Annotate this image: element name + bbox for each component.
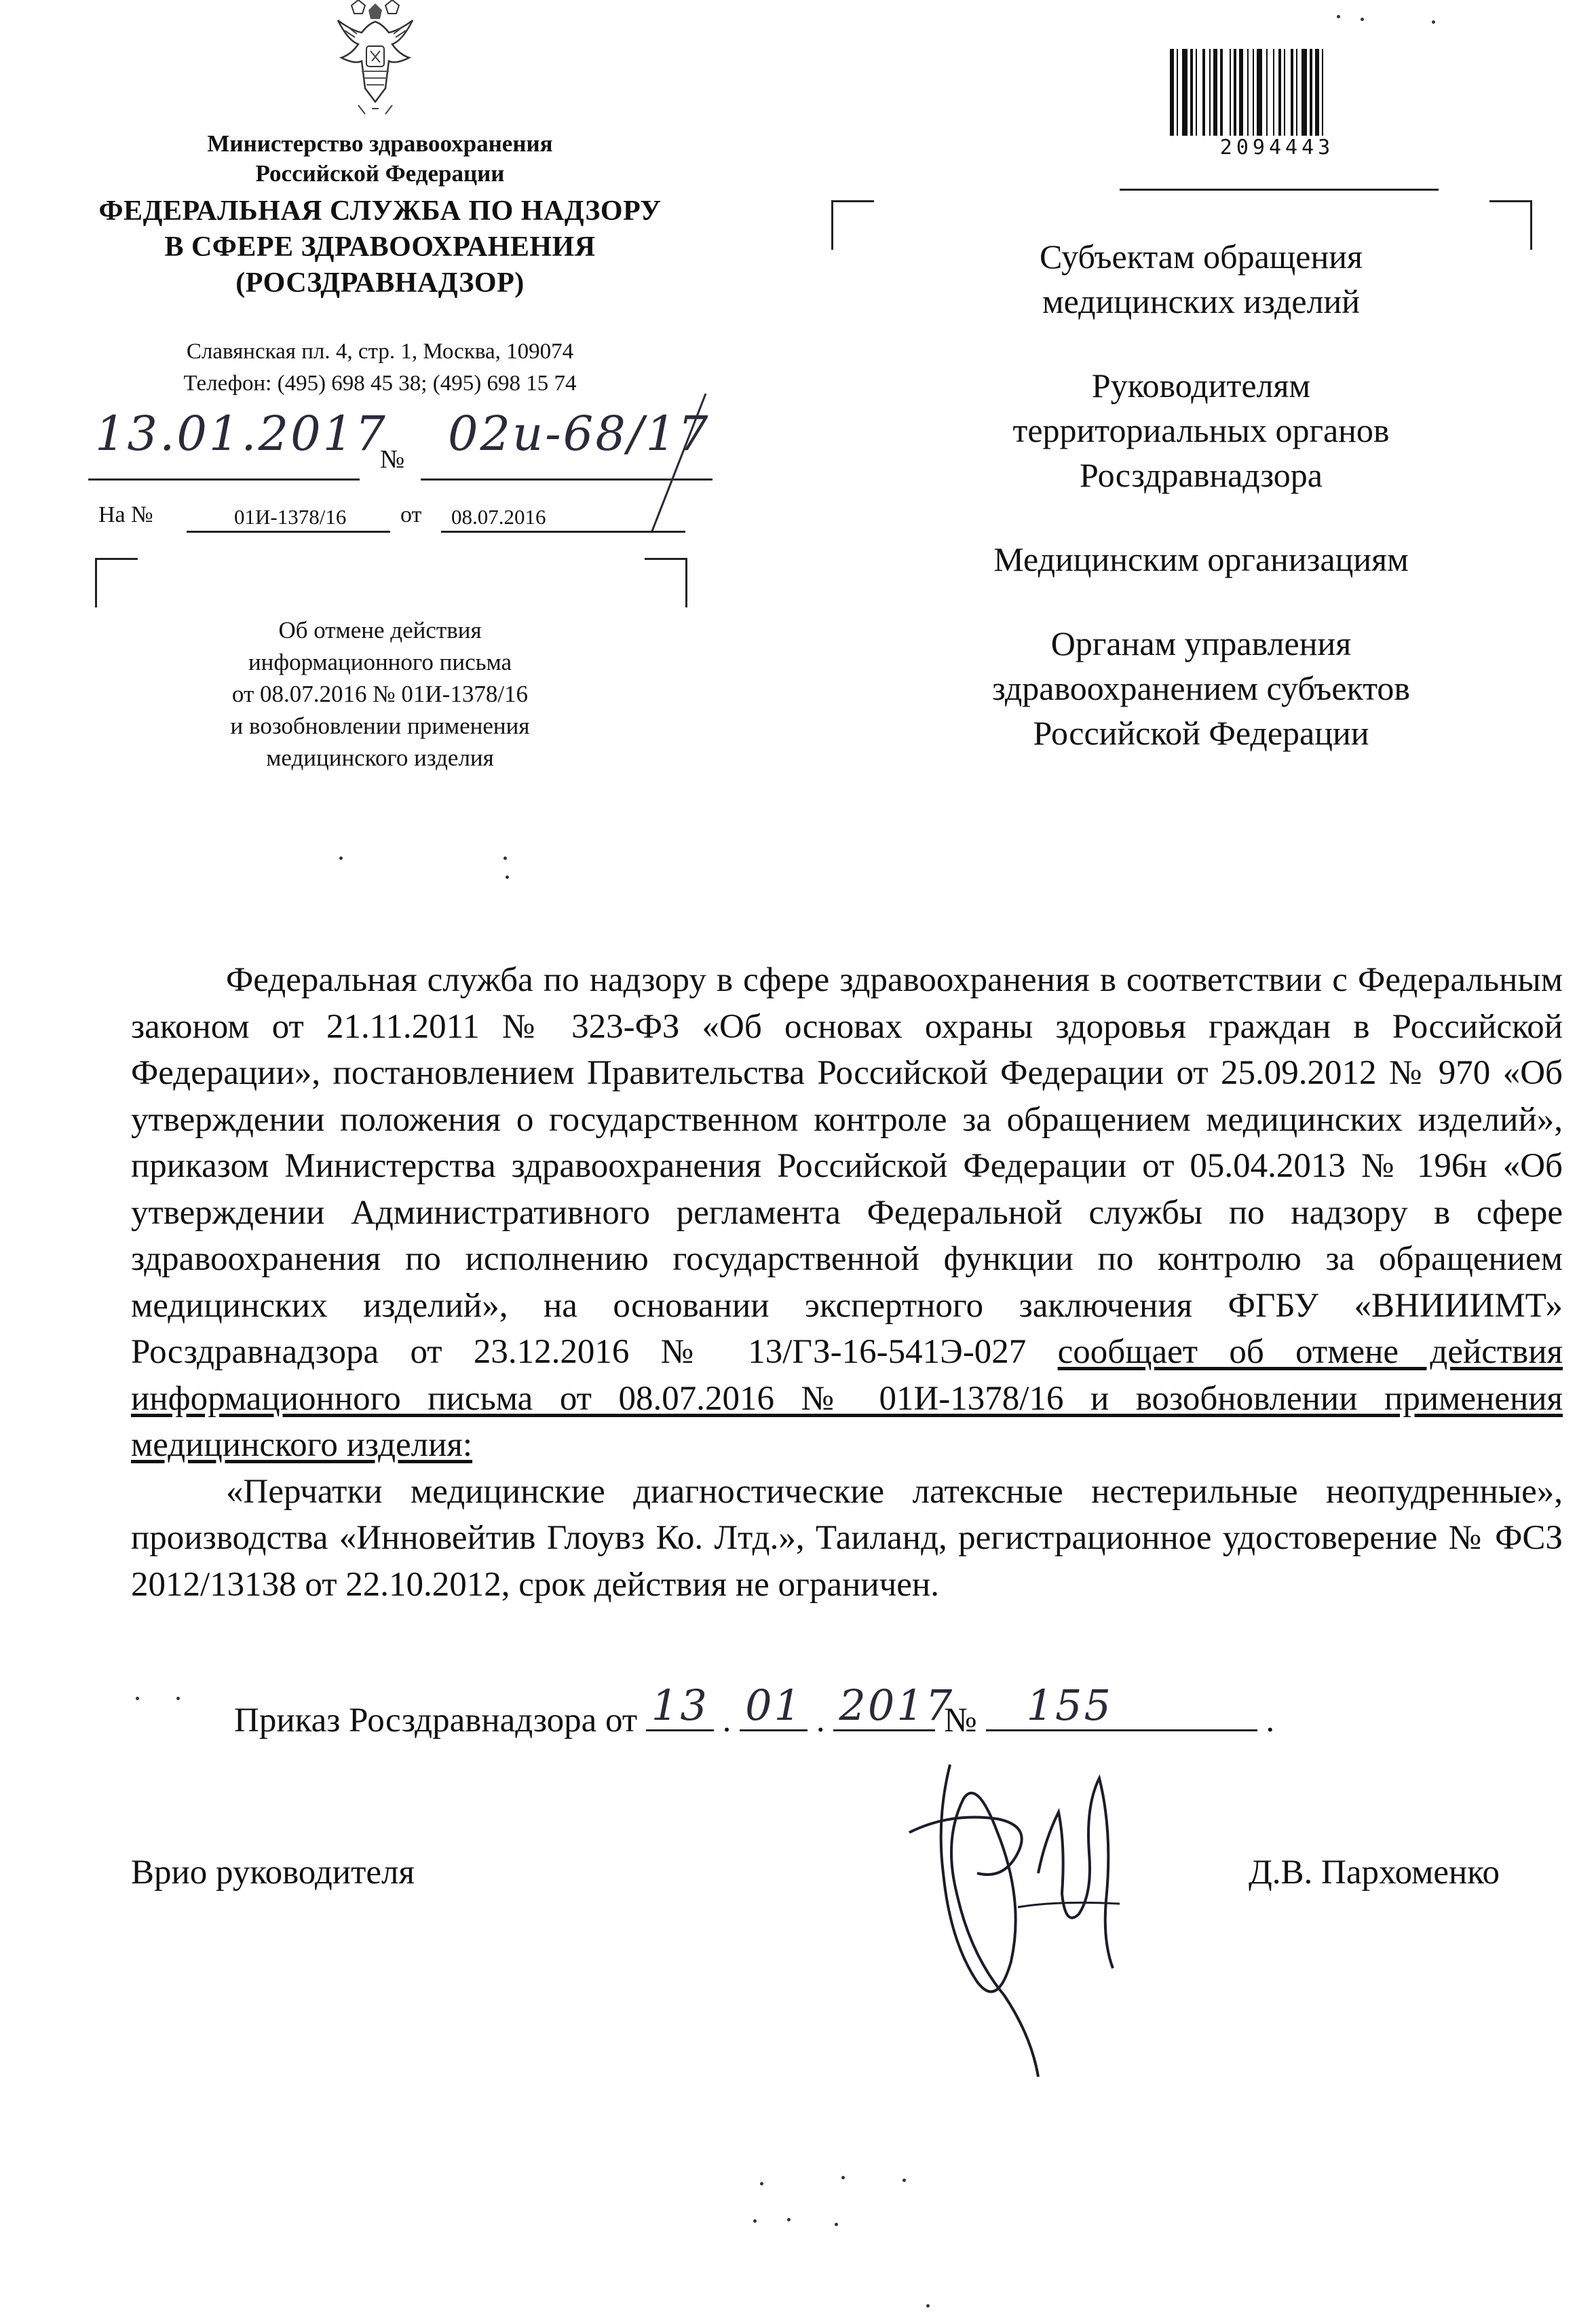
- recipient-group: [936, 234, 1466, 324]
- recipient-group: [936, 363, 1466, 497]
- scan-speck: [760, 2182, 763, 2185]
- recipient-line: медицинских изделий: [1042, 282, 1361, 320]
- address-corner-right: [1489, 200, 1532, 250]
- recipient-line: здравоохранением субъектов: [991, 669, 1411, 707]
- address: Славянская пл. 4, стр. 1, Москва, 109074: [186, 339, 574, 364]
- number-slash-stroke: [624, 390, 733, 540]
- reference-from-label: от: [400, 502, 422, 527]
- subject-corner-left: [95, 558, 138, 607]
- address-corner-left: [831, 200, 874, 250]
- scan-speck: [136, 1697, 139, 1700]
- scan-speck: [841, 2176, 845, 2179]
- service-line-2: В СФЕРЕ ЗДРАВООХРАНЕНИЯ: [164, 231, 596, 263]
- scan-speck: [1337, 15, 1340, 18]
- subject-block: [122, 614, 638, 774]
- order-day-field: [646, 1680, 714, 1731]
- recipient-line: Росздравнадзора: [1080, 456, 1323, 494]
- body-paragraph-2: «Перчатки медицинские диагностические латексные нестерильные неопудренные», производства «Инновейтив Глоувз Ко. Лтд.», Таиланд, регистрационное удостоверение № ФСЗ 2012/13138 от 22.10.2012, срок действия не ограничен.: [131, 1472, 1563, 1604]
- phone: Телефон: (495) 698 45 38; (495) 698 15 74: [183, 371, 577, 396]
- ministry-line-1: Министерство здравоохранения: [207, 130, 553, 157]
- scan-speck: [787, 2218, 791, 2221]
- reference-date: 08.07.2016: [451, 505, 546, 529]
- recipient-group: [936, 537, 1466, 582]
- service-line-1: ФЕДЕРАЛЬНАЯ СЛУЖБА ПО НАДЗОРУ: [98, 195, 662, 227]
- date-line: [88, 478, 360, 481]
- body-paragraph-1-underlined: сообщает об отмене действия информационного письма от 08.07.2016 № 01И-1378/16 и возобновлении применения медицинского изделия:: [131, 1333, 1563, 1464]
- service-name: [75, 193, 685, 301]
- subject-line: медицинского изделия: [266, 745, 494, 771]
- signatory-name: Д.В. Пархоменко: [1249, 1854, 1500, 1892]
- recipient-group: [936, 621, 1466, 755]
- order-number: 155: [1026, 1680, 1113, 1730]
- scan-speck: [1432, 20, 1435, 24]
- subject-line: информационного письма: [248, 649, 512, 675]
- outgoing-number: 02и-68/17: [448, 406, 710, 462]
- order-year-field: [833, 1680, 955, 1731]
- order-year: 2017: [839, 1680, 955, 1730]
- reference-label: На №: [98, 502, 153, 527]
- subject-corner-right: [645, 558, 687, 607]
- outgoing-date: 13.01.2017: [95, 406, 387, 462]
- recipient-line: Российской Федерации: [1033, 714, 1369, 752]
- barcode: [1168, 49, 1386, 136]
- scan-speck: [926, 2304, 930, 2308]
- subject-line: от 08.07.2016 № 01И-1378/16: [231, 681, 529, 707]
- recipient-line: Органам управления: [1050, 624, 1352, 662]
- body-paragraph-1-text: Федеральная служба по надзору в сфере здравоохранения в соответствии с Федеральным законом от 21.11.2011 № 323-ФЗ «Об основах охраны здоровья граждан в Российской Федерации», постановлением Правительства Российской Федерации от 25.09.2012 № 970 «Об утверждении положения о государственном контроле за обращением медицинских изделий», приказом Министерства здравоохранения Российской Федерации от 05.04.2013 № 196н «Об утверждении Административного регламента Федеральной службы по надзору в сфере здравоохранения по исполнению государственной функции по контролю за обращением медицинских изделий», на основании экспертного заключения ФГБУ «ВНИИИМТ» Росздравнадзора от 23.12.2016 № 13/ГЗ-16-541Э-027: [131, 961, 1563, 1371]
- barcode-underline: [1120, 189, 1439, 191]
- order-end: .: [1266, 1701, 1275, 1740]
- scan-speck: [176, 1697, 180, 1700]
- order-number-field: [986, 1680, 1257, 1731]
- recipient-line: Субъектам обращения: [1040, 238, 1363, 276]
- scan-speck: [339, 857, 343, 860]
- recipients-block: [936, 234, 1466, 795]
- subject-line: Об отмене действия: [278, 617, 482, 643]
- order-label: Приказ Росздравнадзора от: [234, 1701, 638, 1740]
- body-paragraph-1: [131, 957, 1563, 1469]
- signatory-role: Врио руководителя: [131, 1854, 415, 1892]
- reference-date-line: [441, 531, 685, 533]
- reference-number: 01И-1378/16: [234, 505, 347, 529]
- order-line: Приказ Росздравнадзора от 13 . 01 . 2017 № 155 .: [234, 1680, 1275, 1740]
- handwritten-signature: [896, 1737, 1154, 2090]
- scan-speck: [753, 2219, 757, 2223]
- scan-speck: [835, 2223, 838, 2226]
- order-day: 13: [651, 1680, 709, 1730]
- subject-line: и возобновлении применения: [230, 713, 530, 739]
- ministry-name: [75, 129, 685, 189]
- ministry-line-2: Российской Федерации: [255, 160, 505, 187]
- letter-body: [131, 957, 1563, 1608]
- scan-speck: [504, 857, 507, 860]
- number-sign: №: [380, 445, 405, 474]
- order-month-field: [740, 1680, 808, 1731]
- scan-speck: [1361, 18, 1364, 21]
- recipient-line: Руководителям: [1091, 366, 1311, 405]
- recipient-line: Медицинским организациям: [993, 540, 1409, 578]
- coat-of-arms-emblem: [331, 0, 419, 119]
- barcode-number: 2094443: [1219, 136, 1335, 159]
- address-block: [75, 336, 685, 400]
- service-line-3: (РОСЗДРАВНАДЗОР): [235, 267, 525, 299]
- recipient-line: территориальных органов: [1012, 411, 1390, 449]
- scan-speck: [902, 2179, 906, 2182]
- order-number-sign: №: [944, 1701, 977, 1740]
- order-month: 01: [745, 1680, 803, 1730]
- reference-number-line: [187, 531, 390, 533]
- scan-speck: [506, 876, 509, 879]
